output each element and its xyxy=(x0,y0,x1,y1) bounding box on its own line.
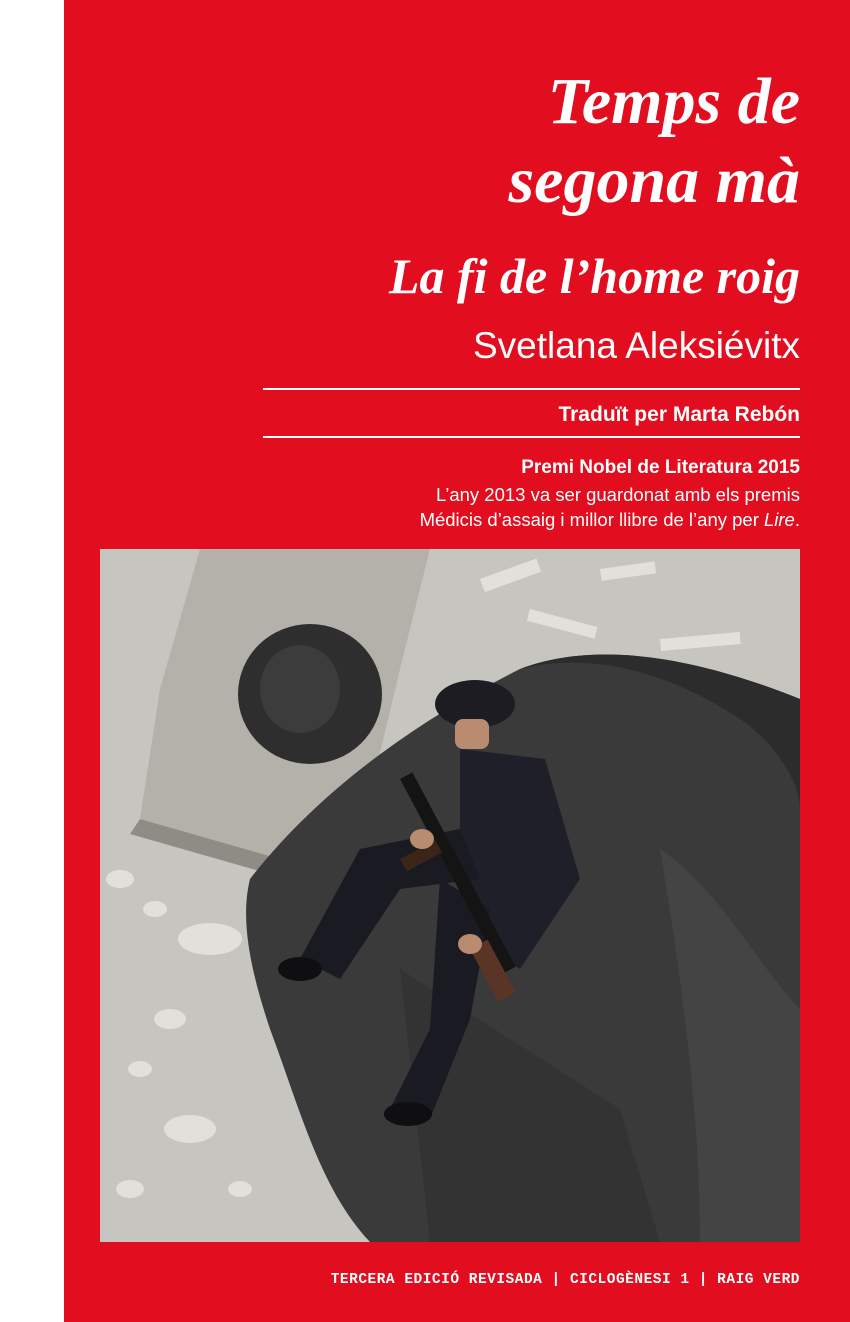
prize-line-2 xyxy=(420,507,800,533)
author-name: Svetlana Aleksiévitx xyxy=(472,325,800,366)
nobel-heading: Premi Nobel de Literatura 2015 xyxy=(521,457,800,478)
title-line-2: segona mà xyxy=(508,144,800,218)
cover-photo-illustration xyxy=(100,549,800,1242)
prize-line-2-text: Médicis d’assaig i millor llibre de l’any per xyxy=(419,509,764,531)
edition-footer: TERCERA EDICIÓ REVISADA | CICLOGÈNESI 1 | RAIG VERD xyxy=(330,1272,800,1288)
translator-credit: Traduït per Marta Rebón xyxy=(558,403,800,426)
divider-bottom xyxy=(263,436,800,438)
cover-photo xyxy=(100,549,800,1242)
book-title xyxy=(508,62,800,220)
title-line-1: Temps de xyxy=(547,65,800,138)
book-subtitle: La fi de l’home roig xyxy=(388,248,800,304)
prize-info xyxy=(420,455,800,533)
prize-line-2-end: . xyxy=(794,509,800,531)
book-cover xyxy=(64,0,850,1322)
divider-top xyxy=(263,388,800,390)
prize-line-1: L’any 2013 va ser guardonat amb els premis xyxy=(435,483,800,505)
magazine-name: Lire xyxy=(764,509,795,531)
